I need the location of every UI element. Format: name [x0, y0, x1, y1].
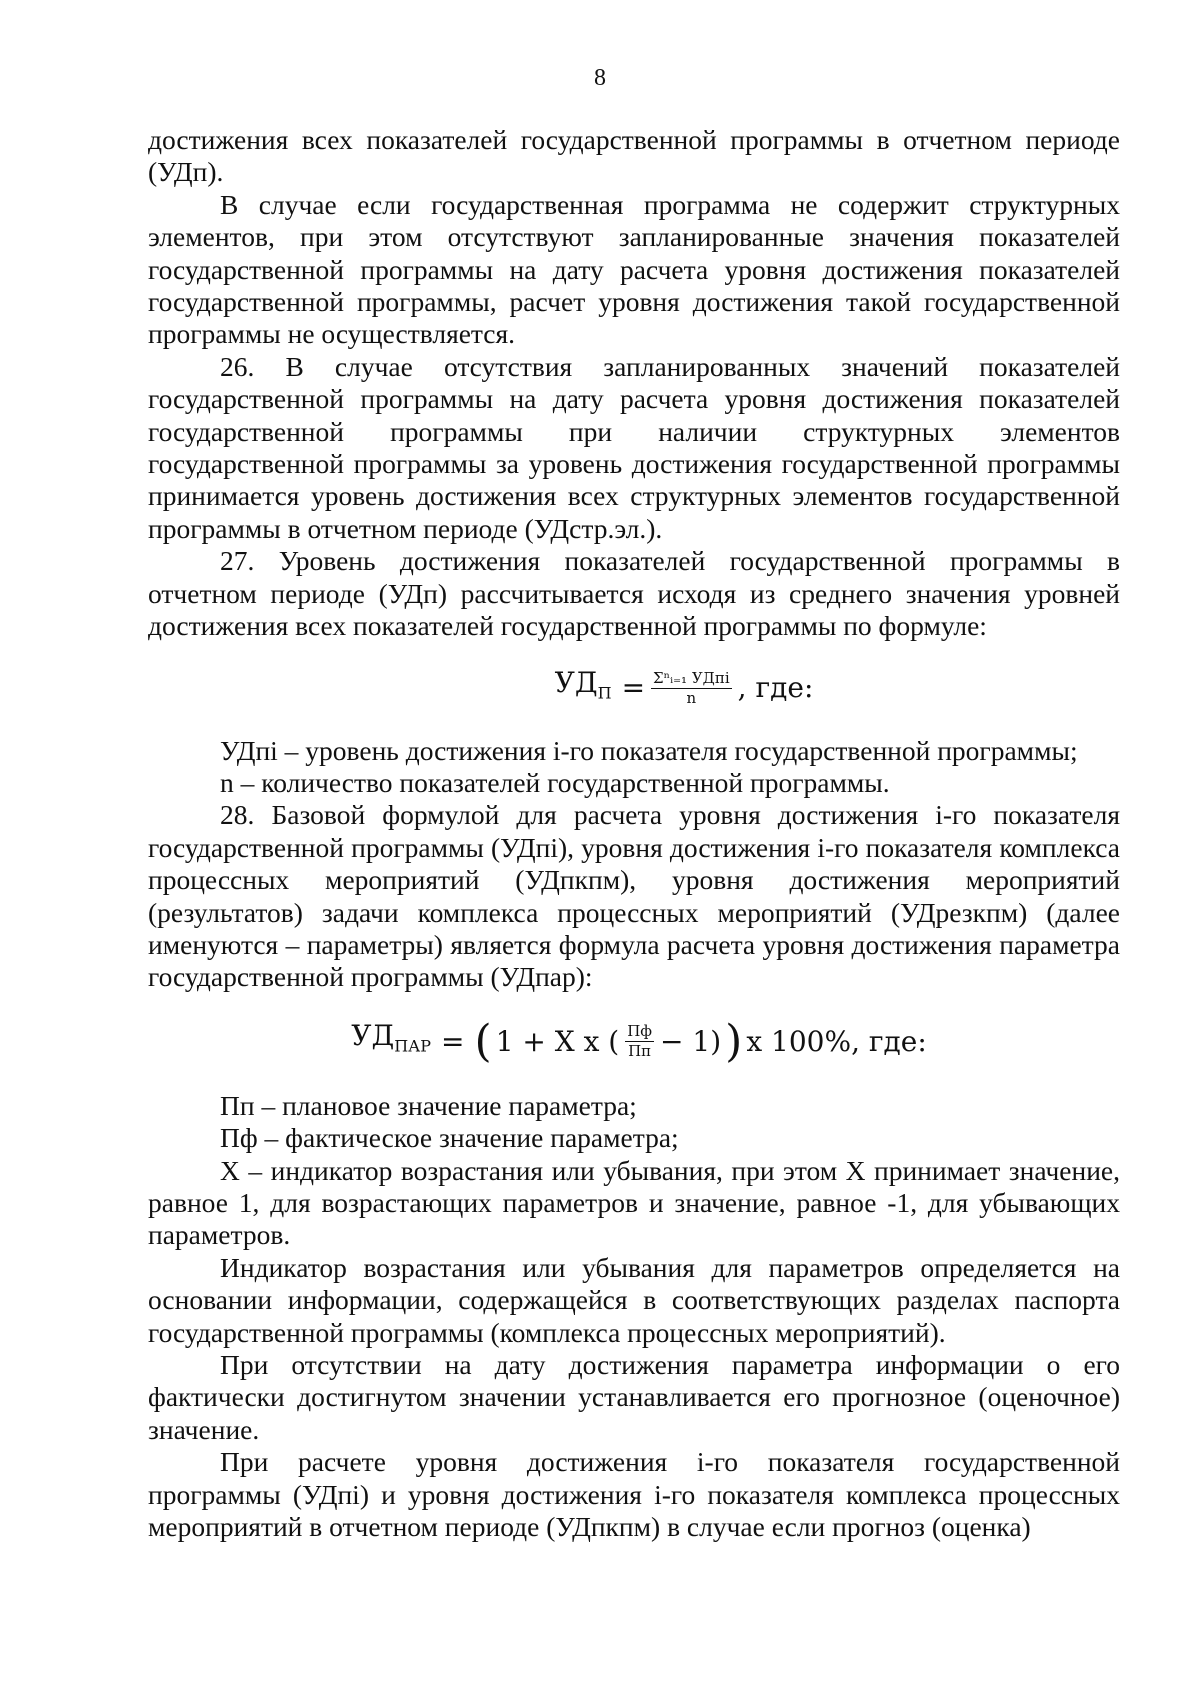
- definition-n: n – количество показателей государственной программы.: [220, 766, 890, 798]
- formula2-close-paren: ): [725, 1015, 743, 1067]
- paragraph-indicator: Индикатор возрастания или убывания для параметров определяется на основании информации, содержащейся в соответствующих разделах паспорта государственной программы (комплекса процессных мероприятий).: [148, 1251, 1120, 1348]
- definition-x: X – индикатор возрастания или убывания, при этом X принимает значение, равное 1, для возрастающих параметров и значение, равное -1, для убывающих параметров.: [148, 1154, 1120, 1251]
- formula1-numerator: Σⁿᵢ₌₁ УДпi: [653, 669, 730, 687]
- formula2-part2: − 1): [660, 1024, 722, 1058]
- formula2-part1: 1 + X x (: [495, 1024, 620, 1058]
- definition-pp: Пп – плановое значение параметра;: [220, 1089, 637, 1121]
- paragraph-no-elements: В случае если государственная программа не содержит структурных элементов, при этом отсутствуют запланированные значения показателей государственной программы на дату расчета уровня достижения показателей государственной программы, расчет уровня достижения такой государственной программы не осуществляется.: [148, 188, 1120, 350]
- formula1-suffix: , где:: [737, 671, 814, 705]
- paragraph-27: 27. Уровень достижения показателей государственной программы в отчетном периоде (УДп) рассчитывается исходя из среднего значения уровней достижения всех показателей государственной программы по формуле:: [148, 545, 1120, 642]
- definition-udpi: УДпi – уровень достижения i-го показателя государственной программы;: [220, 734, 1078, 766]
- paragraph-26: 26. В случае отсутствия запланированных значений показателей государственной программы на дату расчета уровня достижения показателей государственной программы при наличии структурных элементов государственной программы за уровень достижения государственной программы принимается уровень достижения всех структурных элементов государственной программы в отчетном периоде (УДстр.эл.).: [148, 350, 1120, 544]
- paragraph-calculation: При расчете уровня достижения i-го показателя государственной программы (УДпi) и уровня достижения i-го показателя комплекса процессных мероприятий в отчетном периоде (УДпкпм) в случае если прогноз (оценка): [148, 1446, 1120, 1543]
- formula-average-achievement: [148, 643, 1120, 735]
- definition-pf: Пф – фактическое значение параметра;: [220, 1122, 679, 1154]
- paragraph-28: 28. Базовой формулой для расчета уровня достижения i-го показателя государственной программы (УДпi), уровня достижения i-го показателя комплекса процессных мероприятий (УДпкпм), уровня достижения мероприятий (результатов) задачи комплекса процессных мероприятий (УДрезкпм) (далее именуются – параметры) является формула расчета уровня достижения параметра государственной программы (УДпар):: [148, 799, 1120, 993]
- page-number: 8: [594, 65, 606, 91]
- formula1-lhs: $УД_П$: [554, 666, 612, 703]
- formula1-denominator: n: [686, 689, 697, 707]
- formula2-lhs: $УД_{ПАР}$: [351, 1019, 432, 1056]
- formula1-fraction: [651, 670, 732, 707]
- formula1-equals: =: [621, 671, 646, 705]
- formula2-denominator: Пп: [628, 1042, 652, 1061]
- formula2-suffix: x 100%, где:: [746, 1024, 927, 1058]
- document-body: [148, 124, 1120, 1543]
- formula2-numerator: Пф: [627, 1022, 653, 1041]
- formula2-open-paren: (: [474, 1015, 492, 1067]
- formula2-equals: =: [441, 1024, 465, 1058]
- formula-parameter-achievement: [148, 994, 1120, 1090]
- formula2-fraction: [625, 1023, 654, 1060]
- paragraph-continuation: достижения всех показателей государственной программы в отчетном периоде (УДп).: [148, 124, 1120, 188]
- paragraph-forecast: При отсутствии на дату достижения параметра информации о его фактически достигнутом значении устанавливается его прогнозное (оценочное) значение.: [148, 1349, 1120, 1445]
